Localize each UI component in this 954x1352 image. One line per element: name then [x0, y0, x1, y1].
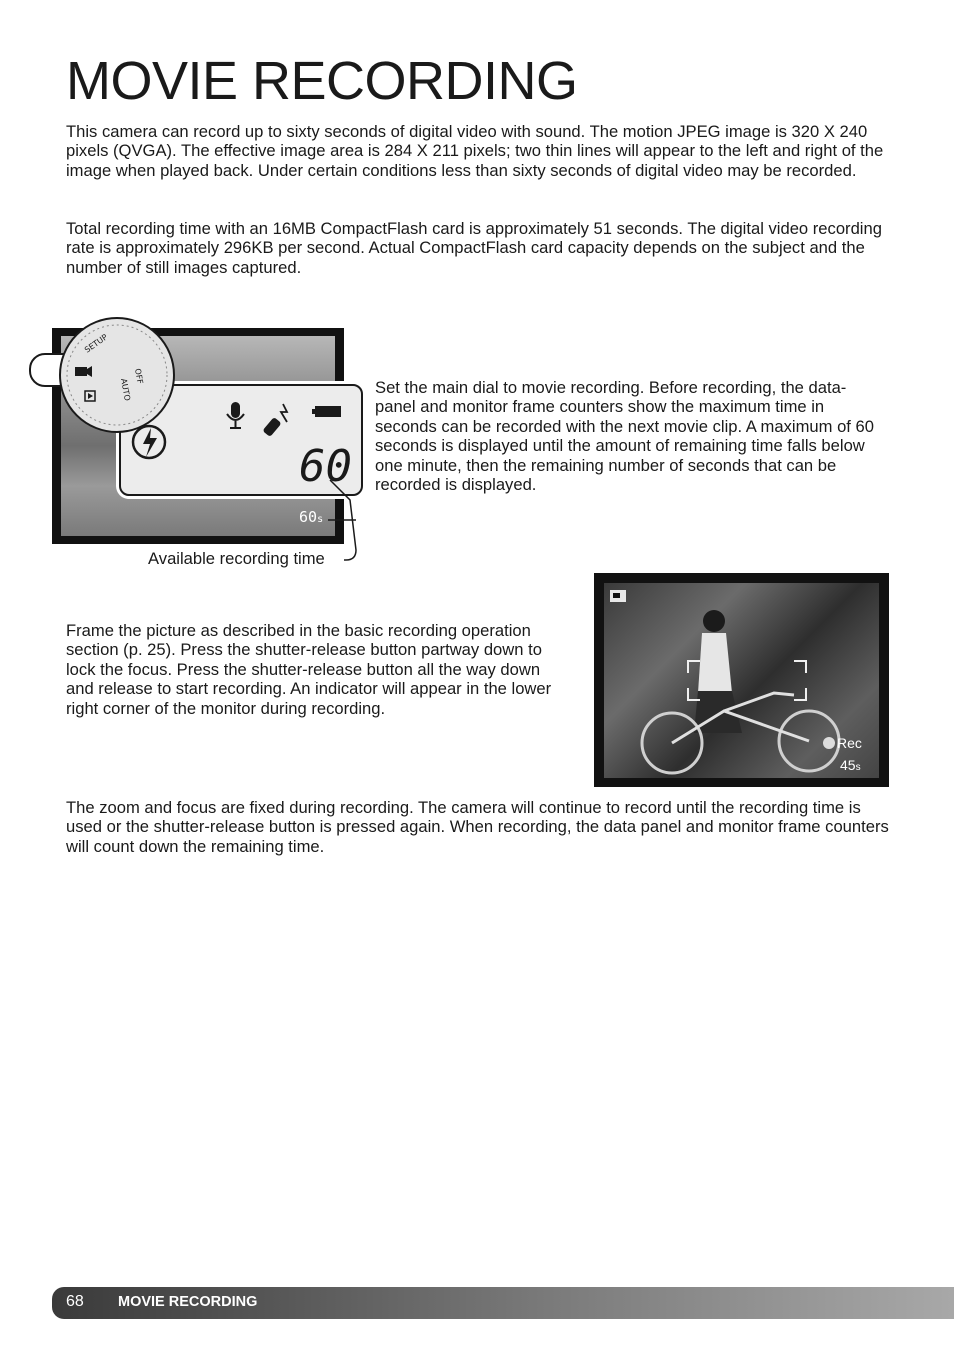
movie-camera-icon [75, 366, 92, 377]
main-dial [59, 317, 175, 433]
callout-bracket [320, 470, 365, 570]
zoom-paragraph: The zoom and focus are fixed during recording. The camera will continue to record until the recording time is used or the shutter-release button is pressed again. When recording, the data panel and monitor frame counters will count down the remaining time. [66, 798, 889, 856]
dial-markings [61, 319, 173, 431]
battery-icon [312, 406, 341, 417]
intro-paragraph: This camera can record up to sixty seconds of digital video with sound. The motion JPEG image is 320 X 240 pixels (QVGA). The effective image area is 284 X 211 pixels; two thin lines will appear to the left and right of the image when played back. Under certain conditions less than sixty seconds of digital video may be recorded. [66, 122, 884, 180]
framing-paragraph: Frame the picture as described in the basic recording operation section (p. 25). Press the shutter-release button partway down to lock the focus. Press the shutter-release button all the way down and release to start recording. An indicator will appear in the lower right corner of the monitor during recording. [66, 621, 552, 718]
page-title: MOVIE RECORDING [66, 51, 578, 111]
recording-monitor-illustration [594, 573, 889, 787]
data-panel-counter: 60 [299, 441, 352, 492]
recording-indicator [823, 735, 862, 751]
playback-icon [85, 391, 95, 401]
dial-paragraph: Set the main dial to movie recording. Before recording, the data-panel and monitor frame counters show the maximum time in seconds can be recorded with the next movie clip. A maximum of 60 seconds is displayed until the amount of remaining time falls below one minute, then the remaining number of seconds that can be recorded is displayed. [375, 378, 874, 495]
dial-auto-label: AUTO [119, 377, 132, 402]
recording-counter-unit: s [855, 762, 861, 773]
dial-off-label: OFF [133, 367, 145, 385]
movie-mode-icon [610, 590, 626, 602]
footer-section-title: MOVIE RECORDING [118, 1294, 258, 1310]
rec-text: Rec [837, 735, 862, 751]
capacity-paragraph: Total recording time with an 16MB CompactFlash card is approximately 51 seconds. The digital video recording rate is approximately 296KB per second. Actual CompactFlash card capacity depends on the subject and the number of still images captured. [66, 219, 882, 277]
record-dot-icon [823, 737, 835, 749]
microphone-icon [227, 402, 244, 428]
monitor-counter-value: 60 [299, 508, 318, 526]
monitor-counter-unit: s [317, 514, 324, 525]
remote-signal-icon [262, 404, 287, 437]
cyclist-figure [642, 610, 839, 773]
figure-caption: Available recording time [148, 549, 325, 568]
recording-counter [840, 757, 861, 773]
recording-counter-value: 45 [840, 757, 856, 773]
dial-setup-label: SETUP [82, 332, 110, 355]
page-number: 68 [66, 1293, 84, 1310]
